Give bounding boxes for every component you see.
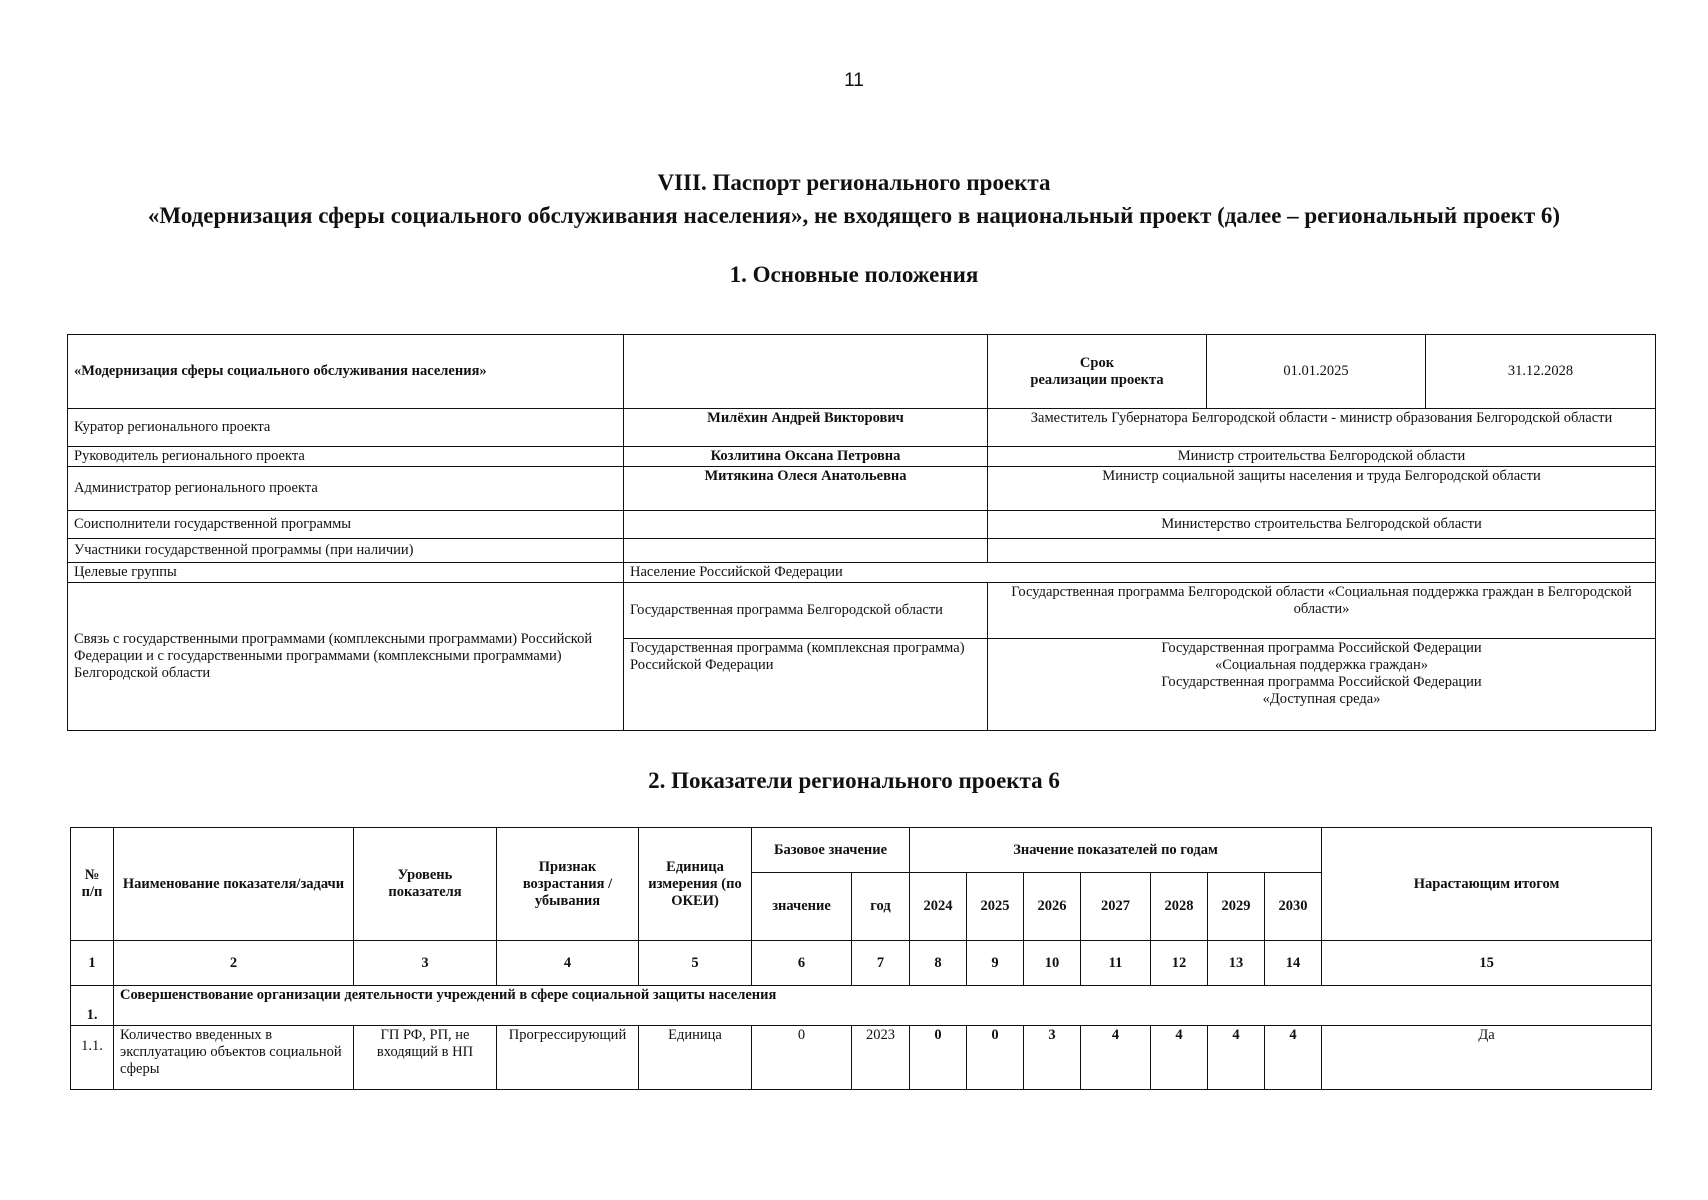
task-name: Совершенствование организации деятельности учреждений в сфере социальной защиты населения bbox=[114, 986, 1652, 1026]
row-year-value: 4 bbox=[1151, 1026, 1208, 1090]
header-year: 2025 bbox=[967, 873, 1024, 941]
start-date-cell: 01.01.2025 bbox=[1207, 335, 1426, 409]
header-year: 2027 bbox=[1081, 873, 1151, 941]
header-level: Уровень показателя bbox=[354, 828, 497, 941]
header-year: 2029 bbox=[1208, 873, 1265, 941]
header-num: № п/п bbox=[71, 828, 114, 941]
header-trend: Признак возрастания / убывания bbox=[497, 828, 639, 941]
col-number: 2 bbox=[114, 941, 354, 986]
curator-label: Куратор регионального проекта bbox=[68, 409, 624, 447]
row-base-year: 2023 bbox=[852, 1026, 910, 1090]
col-number: 10 bbox=[1024, 941, 1081, 986]
row-year-value: 0 bbox=[967, 1026, 1024, 1090]
empty-cell bbox=[624, 335, 988, 409]
header-year: 2024 bbox=[910, 873, 967, 941]
section2-heading: 2. Показатели регионального проекта 6 bbox=[648, 768, 1060, 793]
page-subtitle: «Модернизация сферы социального обслуживания населения», не входящего в национальный проект (далее – региональный проект 6) bbox=[147, 203, 1561, 228]
program-links-label: Связь с государственными программами (комплексными программами) Российской Федерации и с государственными программами (комплексными программами) Белгородской области bbox=[68, 583, 624, 731]
header-base-value: значение bbox=[752, 873, 852, 941]
row-year-value: 3 bbox=[1024, 1026, 1081, 1090]
header-name: Наименование показателя/задачи bbox=[114, 828, 354, 941]
indicators-table bbox=[70, 827, 1652, 1090]
participants-value bbox=[988, 539, 1656, 563]
head-label: Руководитель регионального проекта bbox=[68, 447, 624, 467]
row-year-value: 4 bbox=[1208, 1026, 1265, 1090]
coexecutors-value: Министерство строительства Белгородской области bbox=[988, 511, 1656, 539]
target-groups-label: Целевые группы bbox=[68, 563, 624, 583]
head-position: Министр строительства Белгородской области bbox=[988, 447, 1656, 467]
header-base: Базовое значение bbox=[752, 828, 910, 873]
participants-name bbox=[624, 539, 988, 563]
col-number: 3 bbox=[354, 941, 497, 986]
target-groups-value: Население Российской Федерации bbox=[624, 563, 1656, 583]
end-date-cell: 31.12.2028 bbox=[1426, 335, 1656, 409]
admin-label: Администратор регионального проекта bbox=[68, 467, 624, 511]
row-trend: Прогрессирующий bbox=[497, 1026, 639, 1090]
coexecutors-name bbox=[624, 511, 988, 539]
federal-program-line1: Государственная программа Российской Федерации bbox=[1161, 640, 1482, 656]
col-number: 1 bbox=[71, 941, 114, 986]
header-year: 2030 bbox=[1265, 873, 1322, 941]
column-numbers-row bbox=[71, 941, 1652, 986]
header-unit: Единица измерения (по ОКЕИ) bbox=[639, 828, 752, 941]
section1-heading: 1. Основные положения bbox=[729, 262, 979, 287]
main-provisions-table bbox=[67, 334, 1656, 731]
col-number: 13 bbox=[1208, 941, 1265, 986]
federal-program-line3: Государственная программа Российской Федерации bbox=[1161, 674, 1482, 690]
col-number: 6 bbox=[752, 941, 852, 986]
row-unit: Единица bbox=[639, 1026, 752, 1090]
row-year-value: 0 bbox=[910, 1026, 967, 1090]
project-name-cell: «Модернизация сферы социального обслуживания населения» bbox=[68, 335, 624, 409]
federal-program-line4: «Доступная среда» bbox=[1262, 691, 1381, 707]
col-number: 7 bbox=[852, 941, 910, 986]
task-num: 1. bbox=[71, 986, 114, 1026]
coexecutors-label: Соисполнители государственной программы bbox=[68, 511, 624, 539]
header-cumulative: Нарастающим итогом bbox=[1322, 828, 1652, 941]
col-number: 11 bbox=[1081, 941, 1151, 986]
term-label-line2: реализации проекта bbox=[1030, 371, 1164, 388]
header-year: 2026 bbox=[1024, 873, 1081, 941]
page-title: VIII. Паспорт регионального проекта bbox=[657, 170, 1051, 195]
row-level: ГП РФ, РП, не входящий в НП bbox=[354, 1026, 497, 1090]
row-cumulative: Да bbox=[1322, 1026, 1652, 1090]
col-number: 9 bbox=[967, 941, 1024, 986]
participants-label: Участники государственной программы (при наличии) bbox=[68, 539, 624, 563]
task-row bbox=[71, 986, 1652, 1026]
admin-name: Митякина Олеся Анатольевна bbox=[624, 467, 988, 511]
curator-position: Заместитель Губернатора Белгородской области - министр образования Белгородской области bbox=[988, 409, 1656, 447]
col-number: 8 bbox=[910, 941, 967, 986]
term-label-line1: Срок bbox=[1079, 354, 1115, 371]
header-year: 2028 bbox=[1151, 873, 1208, 941]
row-indicator-name: Количество введенных в эксплуатацию объектов социальной сферы bbox=[114, 1026, 354, 1090]
federal-program-line2: «Социальная поддержка граждан» bbox=[1214, 657, 1428, 673]
regional-program-type: Государственная программа Белгородской области bbox=[624, 583, 988, 639]
row-base-value: 0 bbox=[752, 1026, 852, 1090]
header-years-group: Значение показателей по годам bbox=[910, 828, 1322, 873]
header-base-year: год bbox=[852, 873, 910, 941]
page-number: 11 bbox=[844, 70, 864, 91]
col-number: 4 bbox=[497, 941, 639, 986]
col-number: 14 bbox=[1265, 941, 1322, 986]
col-number: 5 bbox=[639, 941, 752, 986]
federal-program-type: Государственная программа (комплексная программа) Российской Федерации bbox=[624, 639, 988, 731]
admin-position: Министр социальной защиты населения и труда Белгородской области bbox=[988, 467, 1656, 511]
row-year-value: 4 bbox=[1265, 1026, 1322, 1090]
federal-program-names bbox=[988, 639, 1656, 731]
col-number: 15 bbox=[1322, 941, 1652, 986]
col-number: 12 bbox=[1151, 941, 1208, 986]
regional-program-name: Государственная программа Белгородской области «Социальная поддержка граждан в Белгородской области» bbox=[988, 583, 1656, 639]
term-label-cell bbox=[988, 335, 1207, 409]
row-year-value: 4 bbox=[1081, 1026, 1151, 1090]
table-row bbox=[71, 1026, 1652, 1090]
row-num: 1.1. bbox=[71, 1026, 114, 1090]
curator-name: Милёхин Андрей Викторович bbox=[624, 409, 988, 447]
head-name: Козлитина Оксана Петровна bbox=[624, 447, 988, 467]
